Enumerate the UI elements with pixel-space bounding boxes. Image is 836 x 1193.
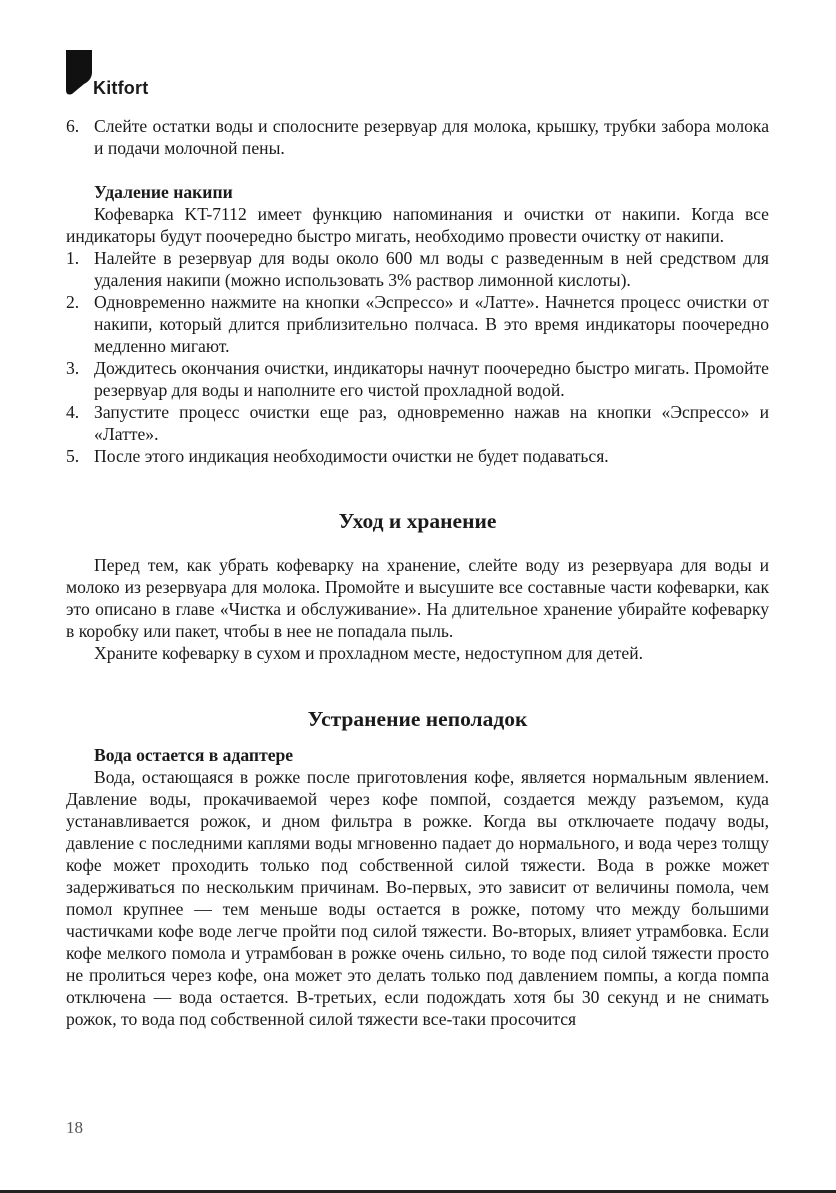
step-text: Слейте остатки воды и сполосните резервуар для молока, крышку, трубки забора молока и подачи молочной пены. (94, 116, 769, 158)
list-item (66, 445, 769, 467)
step-number: 5. (66, 446, 80, 466)
logo-text: Kitfort (93, 78, 149, 98)
step-text: Налейте в резервуар для воды около 600 мл воды с разведенным в ней средством для удаления накипи (можно использовать 3% раствор лимонной кислоты). (94, 248, 769, 290)
troubleshooting-heading: Устранение неполадок (307, 707, 528, 731)
descaling-intro: Кофеварка KT-7112 имеет функцию напоминания и очистки от накипи. Когда все индикаторы будут поочередно быстро мигать, необходимо провести очистку от накипи. (66, 204, 769, 246)
kitfort-logo-mark-icon (66, 50, 92, 96)
step-number: 3. (66, 358, 80, 378)
step-text: Дождитесь окончания очистки, индикаторы начнут поочередно быстро мигать. Промойте резервуар для воды и наполните его чистой прохладной водой. (94, 358, 769, 400)
list-item (66, 401, 769, 445)
troubleshooting-subheading: Вода остается в адаптере (94, 745, 294, 765)
list-item (66, 291, 769, 357)
step-text: После этого индикация необходимости очистки не будет подаваться. (94, 446, 609, 466)
kitfort-logo (66, 50, 166, 100)
descaling-steps-list (66, 247, 769, 467)
care-paragraph-1: Перед тем, как убрать кофеварку на хранение, слейте воду из резервуара для воды и молоко из резервуара для молока. Промойте и высушите все составные части кофеварки, как это описано в главе «Чистка и обслуживание». На длительное хранение убирайте кофеварку в коробку или пакет, чтобы в нее не попадала пыль. (66, 555, 769, 641)
troubleshooting-paragraph: Вода, остающаяся в рожке после приготовления кофе, является нормальным явлением. Давление воды, прокачиваемой через кофе помпой, создается между разъемом, куда устанавливается рожок, и дном фильтра в рожке. Когда вы отключаете подачу воды, давление с последними каплями воды мгновенно падает до нормального, и вода через толщу кофе может проходить только под собственной силой тяжести. Вода в рожке может задерживаться по нескольким причинам. Во-первых, это зависит от величины помола, чем помол крупнее — тем меньше воды остается в рожке, потому что между большими частичками кофе воде легче пройти под силой тяжести. Во-вторых, влияет утрамбовка. Если кофе мелкого помола и утрамбован в рожке очень сильно, то воде под силой тяжести просто не пролиться через кофе, она может это делать только под давлением помпы, а когда помпа отключена — вода остается. В-третьих, если подождать хотя бы 30 секунд и не снимать рожок, то вода под собственной силой тяжести все-таки просочится (66, 767, 769, 1029)
care-heading: Уход и хранение (338, 509, 497, 533)
page-content (66, 115, 769, 1030)
step-text: Одновременно нажмите на кнопки «Эспрессо» и «Латте». Начнется процесс очистки от накипи, который длится приблизительно полчаса. В это время индикаторы поочередно медленно мигают. (94, 292, 769, 356)
step-number: 4. (66, 402, 80, 422)
cleaning-step-6 (66, 115, 769, 159)
page-number: 18 (66, 1118, 83, 1137)
step-text: Запустите процесс очистки еще раз, одновременно нажав на кнопки «Эспрессо» и «Латте». (94, 402, 769, 444)
care-paragraph-2: Храните кофеварку в сухом и прохладном месте, недоступном для детей. (94, 643, 644, 663)
list-item (66, 247, 769, 291)
step-number: 2. (66, 292, 80, 312)
step-number: 6. (66, 116, 80, 136)
descaling-title: Удаление накипи (94, 182, 233, 202)
step-number: 1. (66, 248, 80, 268)
list-item (66, 357, 769, 401)
